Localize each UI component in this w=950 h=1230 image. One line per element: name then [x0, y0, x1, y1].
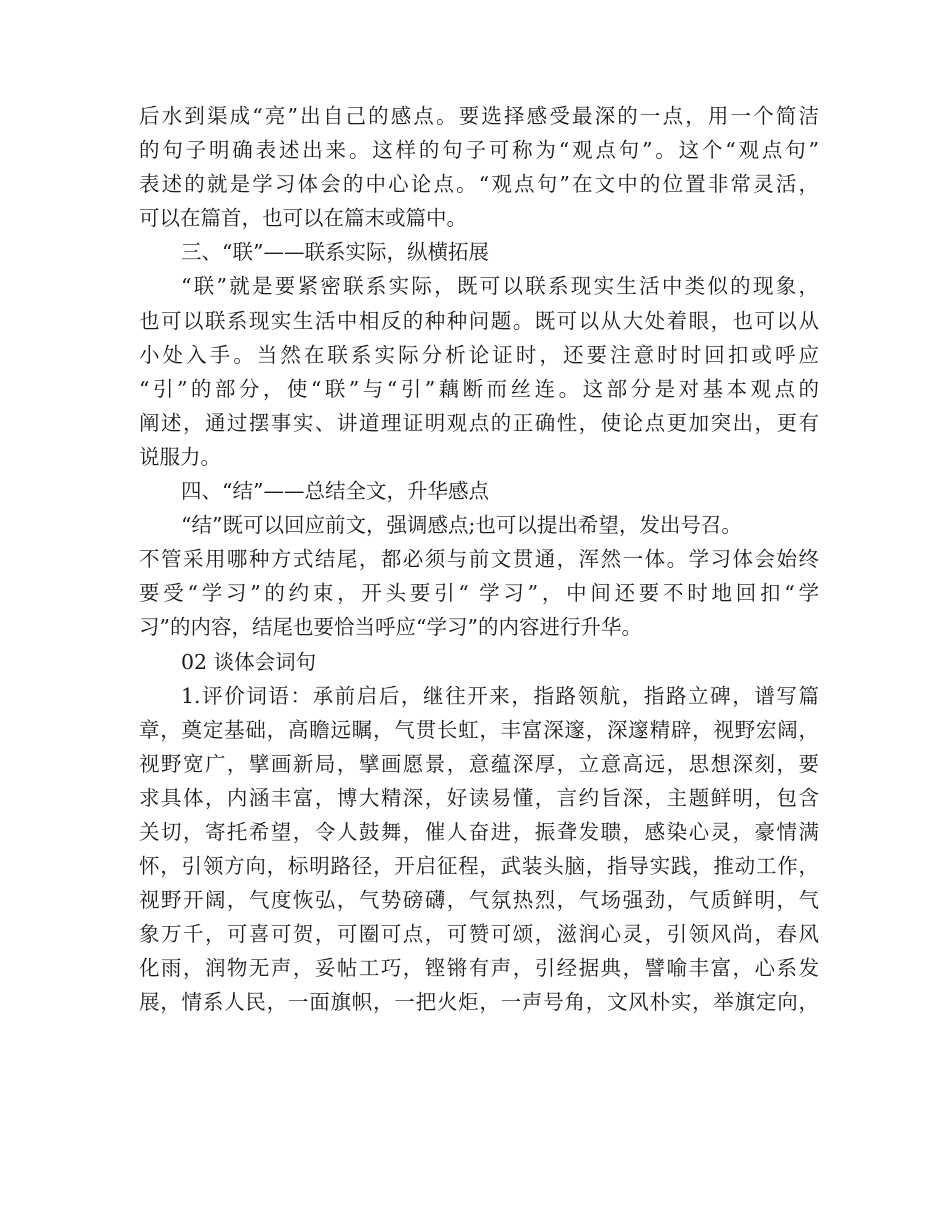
text-line: 习”的内容，结尾也要恰当呼应“学习”的内容进行升华。	[139, 615, 642, 640]
text-line: 说服力。	[139, 444, 221, 469]
text-line: 小处入手。当然在联系实际分析论证时，还要注意时时回扣或呼应	[139, 342, 819, 367]
text-line: 表述的就是学习体会的中心论点。“观点句”在文中的位置非常灵活，	[139, 172, 819, 197]
text-line: 章，奠定基础，高瞻远瞩，气贯长虹，丰富深邃，深邃精辟，视野宏阔，	[139, 717, 819, 742]
text-line: 02 谈体会词句	[181, 649, 317, 674]
text-line: 的句子明确表述出来。这样的句子可称为“观点句”。这个“观点句”	[139, 138, 819, 163]
text-line: “联”就是要紧密联系实际，既可以联系现实生活中类似的现象，	[181, 274, 819, 299]
text-line: 1.评价词语：承前启后，继往开来，指路领航，指路立碑，谱写篇	[181, 683, 819, 708]
text-line: 化雨，润物无声，妥帖工巧，铿锵有声，引经据典，譬喻丰富，心系发	[139, 956, 819, 981]
text-line: “引”的部分，使“联”与“引”藕断而丝连。这部分是对基本观点的	[139, 376, 819, 401]
text-line: 要受“学习”的约束，开头要引“ 学习”，中间还要不时地回扣“学	[139, 581, 819, 606]
text-line: 不管采用哪种方式结尾，都必须与前文贯通，浑然一体。学习体会始终	[139, 547, 819, 572]
document-body	[139, 99, 819, 1020]
text-line: 求具体，内涵丰富，博大精深，好读易懂，言约旨深，主题鲜明，包含	[139, 785, 819, 810]
text-line: 四、“结”——总结全文，升华感点	[181, 479, 489, 504]
text-line: “结”既可以回应前文，强调感点;也可以提出希望，发出号召。	[181, 513, 742, 538]
text-line: 后水到渠成“亮”出自己的感点。要选择感受最深的一点，用一个简洁	[139, 104, 819, 128]
text-line: 阐述，通过摆事实、讲道理证明观点的正确性，使论点更加突出，更有	[139, 410, 819, 435]
text-line: 怀，引领方向，标明路径，开启征程，武装头脑，指导实践，推动工作，	[139, 854, 819, 879]
text-line: 三、“联”——联系实际，纵横拓展	[181, 240, 489, 265]
text-line: 展，情系人民，一面旗帜，一把火炬，一声号角，文风朴实，举旗定向，	[139, 990, 819, 1015]
text-line: 关切，寄托希望，令人鼓舞，催人奋进，振聋发聩，感染心灵，豪情满	[139, 819, 819, 844]
text-line: 视野宽广，擘画新局，擘画愿景，意蕴深厚，立意高远，思想深刻，要	[139, 751, 819, 776]
text-line: 可以在篇首，也可以在篇末或篇中。	[139, 206, 467, 231]
text-line: 也可以联系现实生活中相反的种种问题。既可以从大处着眼，也可以从	[139, 308, 819, 333]
text-line: 象万千，可喜可贺，可圈可点，可赞可颂，滋润心灵，引领风尚，春风	[139, 922, 819, 947]
text-line: 视野开阔，气度恢弘，气势磅礴，气氛热烈，气场强劲，气质鲜明，气	[139, 888, 819, 913]
